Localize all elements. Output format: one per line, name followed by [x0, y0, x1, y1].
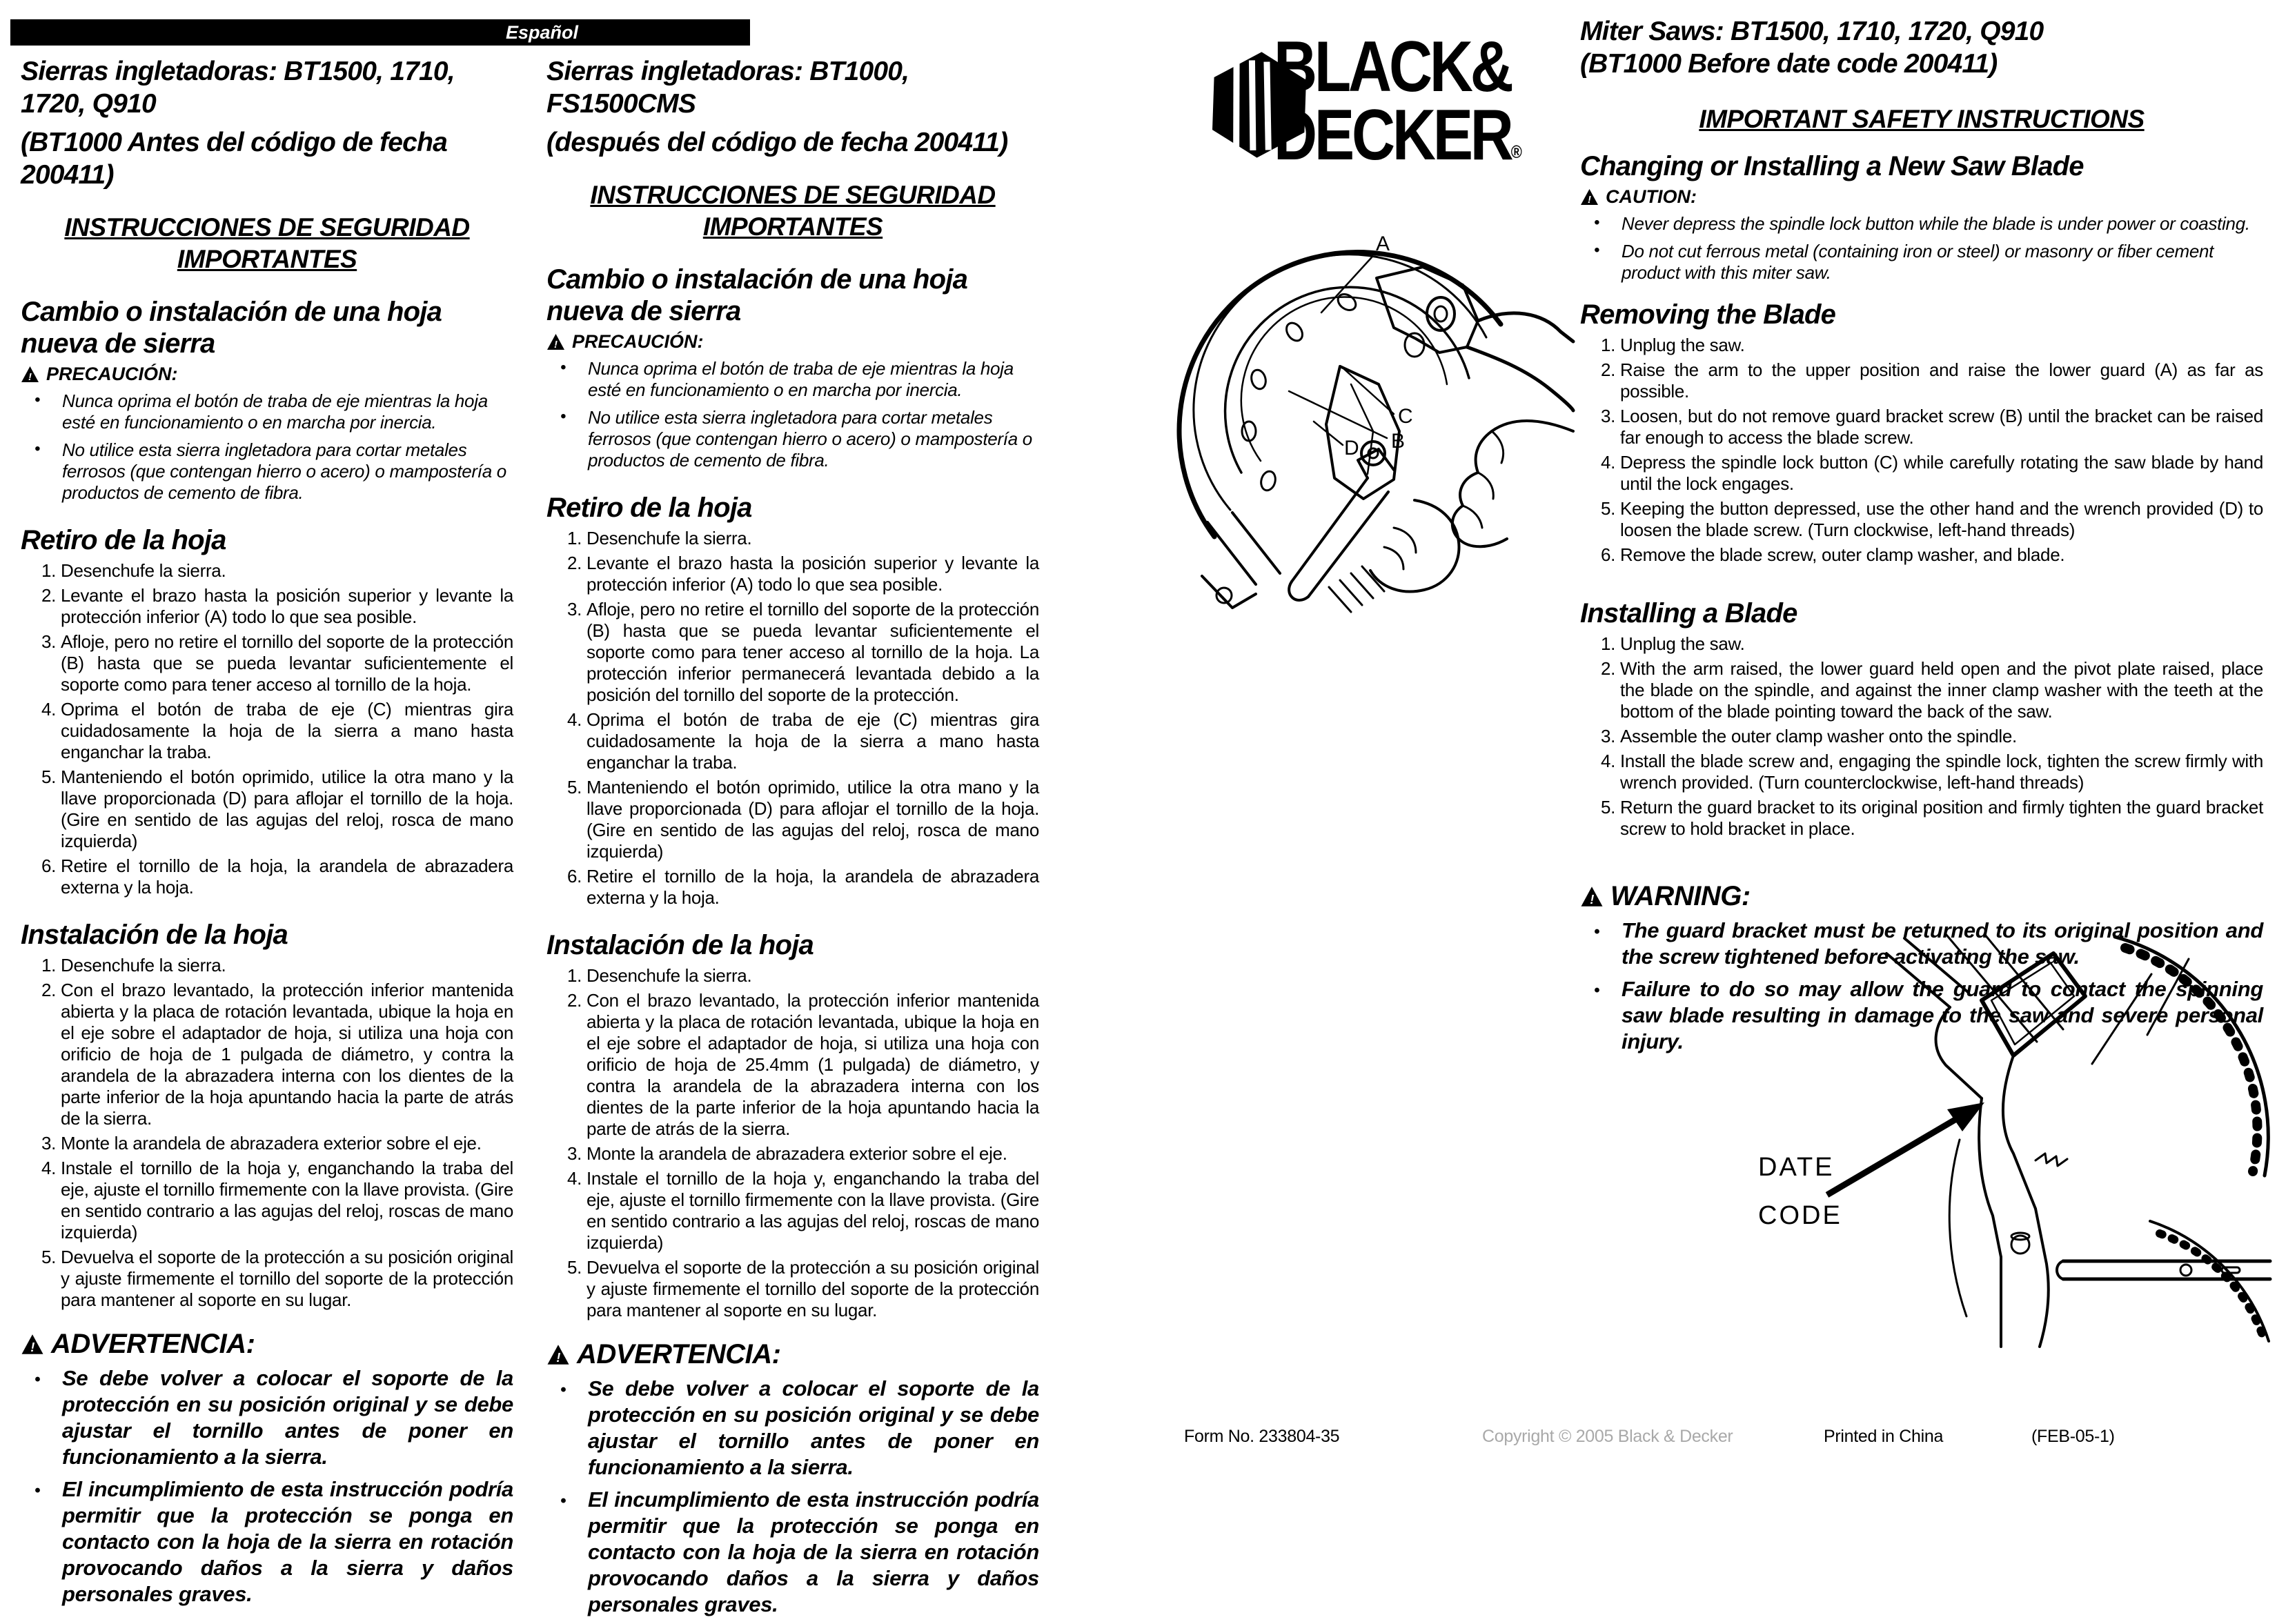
column-subtitle: (después del código de fecha 200411) — [546, 128, 1008, 157]
list-item: • Nunca oprima el botón de traba de eje mientras la hoja esté en funcionamiento o en marcha por inercia. — [62, 390, 513, 433]
svg-text:!: ! — [1590, 892, 1594, 907]
list-item: 1. Desenchufe la sierra. — [61, 560, 513, 582]
spanish-column-bt1000 — [546, 55, 1039, 1624]
change-blade-heading: Changing or Installing a New Saw Blade — [1580, 151, 2084, 181]
warning-label-row — [546, 1339, 1039, 1370]
warning-label: ADVERTENCIA: — [577, 1339, 781, 1369]
svg-text:!: ! — [30, 1340, 34, 1355]
list-item: • Failure to do so may allow the guard to contact the spinning saw blade resulting in damage to the saw and severe personal injury. — [1621, 976, 2263, 1055]
list-item: 1. Unplug the saw. — [1620, 633, 2263, 655]
svg-text:!: ! — [556, 1350, 560, 1365]
printed-in-text: Printed in China — [1824, 1427, 1944, 1446]
warning-icon — [1580, 886, 1604, 907]
caution-list — [1580, 213, 2263, 284]
install-heading: Installing a Blade — [1580, 598, 1797, 628]
date-code-diagram — [1739, 933, 2277, 1352]
warning-list — [546, 1376, 1039, 1618]
column-title: Sierras ingletadoras: BT1000, FS1500CMS — [546, 57, 909, 119]
list-item: 4. Oprima el botón de traba de eje (C) mientras gira cuidadosamente la hoja de la sierra a mano hasta enganchar la traba. — [586, 709, 1039, 773]
warning-icon — [1580, 188, 1599, 206]
list-item: 5. Return the guard bracket to its original position and firmly tighten the guard bracket screw to hold bracket in place. — [1620, 797, 2263, 840]
callout-label-b: B — [1391, 430, 1406, 453]
warning-icon — [21, 1334, 44, 1355]
list-item: 4. Instale el tornillo de la hoja y, enganchando la traba del eje, ajuste el tornillo firmemente con la llave provista. (Gire en sentido contrario a las agujas del reloj, roscas de mano izquierda) — [61, 1158, 513, 1243]
list-item: 5. Manteniendo el botón oprimido, utilice la otra mano y la llave proporcionada (D) para aflojar el tornillo de la hoja. (Gire en sentido de las agujas del reloj, rosca de mano izquierda) — [61, 766, 513, 852]
warning-label: ADVERTENCIA: — [51, 1329, 255, 1359]
install-heading: Instalación de la hoja — [21, 920, 288, 950]
list-item: • No utilice esta sierra ingletadora para cortar metales ferrosos (que contengan hierro o acero) o mampostería o productos de cemento de fibra. — [588, 407, 1039, 471]
removal-steps — [21, 560, 513, 898]
saw-line-art — [1166, 204, 1573, 631]
list-item: • Do not cut ferrous metal (containing iron or steel) or masonry or fiber cement product with this miter saw. — [1621, 241, 2263, 284]
removal-steps — [546, 528, 1039, 909]
blade-change-diagram — [1166, 204, 1573, 631]
column-title: Miter Saws: BT1500, 1710, 1720, Q910 (BT1000 Before date code 200411) — [1580, 17, 2044, 79]
warning-label-row — [21, 1329, 513, 1360]
list-item: 1. Desenchufe la sierra. — [586, 528, 1039, 549]
print-date-code: (FEB-05-1) — [2031, 1427, 2115, 1446]
caution-list — [21, 390, 513, 504]
date-code-line-art — [1739, 933, 2277, 1352]
list-item: 1. Desenchufe la sierra. — [586, 965, 1039, 987]
safety-heading: INSTRUCCIONES DE SEGURIDAD IMPORTANTES — [64, 213, 470, 273]
warning-label-row — [1580, 881, 2263, 912]
english-column — [1580, 15, 2263, 1061]
date-code-label-line1: DATE — [1758, 1153, 1835, 1182]
install-heading: Instalación de la hoja — [546, 930, 814, 960]
callout-label-d: D — [1344, 437, 1359, 459]
list-item: 3. Afloje, pero no retire el tornillo del soporte de la protección (B) hasta que se pueda levantar suficientemente el soporte como para tener acceso al tornillo de la hoja. La protección inferior permanecerá levantada debido a la posición del tornillo del soporte de la protección. — [586, 599, 1039, 706]
list-item: • El incumplimiento de esta instrucción podría permitir que la protección se ponga en contacto con la hoja de la sierra en rotación provocando daños a la sierra y daños personales graves. — [62, 1476, 513, 1607]
caution-label: CAUTION: — [1606, 186, 1697, 207]
brand-wordmark: BLACK& DECKER® — [1274, 27, 1522, 175]
list-item: 6. Remove the blade screw, outer clamp washer, and blade. — [1620, 544, 2263, 566]
svg-text:!: ! — [554, 339, 558, 350]
list-item: 4. Depress the spindle lock button (C) while carefully rotating the saw blade by hand until the lock engages. — [1620, 452, 2263, 495]
removal-heading: Removing the Blade — [1580, 299, 1836, 330]
list-item: 3. Monte la arandela de abrazadera exterior sobre el eje. — [586, 1143, 1039, 1165]
list-item: 2. Levante el brazo hasta la posición superior y levante la protección inferior (A) todo lo que sea posible. — [586, 553, 1039, 595]
registered-mark: ® — [1510, 141, 1522, 162]
list-item: 3. Afloje, pero no retire el tornillo del soporte de la protección (B) hasta que se pueda levantar suficientemente el soporte como para tener acceso al tornillo de la hoja. — [61, 631, 513, 695]
list-item: 3. Monte la arandela de abrazadera exterior sobre el eje. — [61, 1133, 513, 1154]
callout-label-a: A — [1376, 232, 1390, 255]
caution-label-row — [1580, 186, 2263, 208]
caution-label-row — [21, 364, 513, 385]
change-blade-heading: Cambio o instalación de una hoja nueva de sierra — [546, 264, 968, 326]
date-code-label-line2: CODE — [1758, 1201, 1842, 1230]
warning-label: WARNING: — [1610, 881, 1751, 911]
warning-icon — [21, 366, 39, 383]
svg-text:!: ! — [28, 371, 32, 383]
column-title: Sierras ingletadoras: BT1500, 1710, 1720, Q910 — [21, 57, 455, 119]
list-item: 5. Keeping the button depressed, use the other hand and the wrench provided (D) to loosen the blade screw. (Turn clockwise, left-hand threads) — [1620, 498, 2263, 541]
list-item: 5. Devuelva el soporte de la protección a su posición original y ajuste firmemente el tornillo del soporte de la protección para mantener al soporte en su lugar. — [61, 1247, 513, 1311]
list-item: 2. Raise the arm to the upper position and raise the lower guard (A) as far as possible. — [1620, 359, 2263, 402]
warning-icon — [546, 1344, 570, 1365]
list-item: 5. Devuelva el soporte de la protección a su posición original y ajuste firmemente el tornillo del soporte de la protección para mantener al soporte en su lugar. — [586, 1257, 1039, 1321]
list-item: 3. Assemble the outer clamp washer onto the spindle. — [1620, 726, 2263, 747]
list-item: • Never depress the spindle lock button while the blade is under power or coasting. — [1621, 213, 2263, 235]
list-item: 4. Oprima el botón de traba de eje (C) mientras gira cuidadosamente la hoja de la sierra a mano hasta enganchar la traba. — [61, 699, 513, 763]
list-item: • No utilice esta sierra ingletadora para cortar metales ferrosos (que contengan hierro o acero) o mampostería o productos de cemento de fibra. — [62, 439, 513, 504]
list-item: 2. Con el brazo levantado, la protección inferior mantenida abierta y la placa de rotación levantada, ubique la hoja en el eje sobre el adaptador de hoja, si utiliza una hoja con orificio de hoja de 1 pulgada de diámetro, y contra la arandela de la abrazadera interna con los dientes de la parte inferior de la hoja apuntando hacia la parte de atrás de la sierra. — [61, 980, 513, 1129]
black-and-decker-logo — [1199, 27, 1575, 205]
list-item: 2. With the arm raised, the lower guard held open and the pivot plate raised, place the blade on the spindle, and against the inner clamp washer with the teeth at the bottom of the blade pointing toward the back of the saw. — [1620, 658, 2263, 722]
list-item: 3. Loosen, but do not remove guard bracket screw (B) until the bracket can be raised far enough to access the blade screw. — [1620, 406, 2263, 448]
warning-icon — [546, 333, 565, 350]
language-bar — [10, 19, 750, 46]
spanish-column-bt1500 — [21, 55, 513, 1614]
list-item: 5. Manteniendo el botón oprimido, utilice la otra mano y la llave proporcionada (D) para aflojar el tornillo de la hoja. (Gire en sentido de las agujas del reloj, rosca de mano izquierda) — [586, 777, 1039, 862]
language-label: Español — [506, 22, 579, 43]
copyright-text: Copyright © 2005 Black & Decker — [1482, 1427, 1733, 1446]
callout-label-c: C — [1398, 405, 1413, 428]
svg-text:!: ! — [1588, 194, 1591, 206]
list-item: 6. Retire el tornillo de la hoja, la arandela de abrazadera externa y la hoja. — [61, 855, 513, 898]
install-steps — [21, 955, 513, 1311]
install-steps — [546, 965, 1039, 1321]
removal-steps — [1580, 335, 2263, 566]
date-code-arrow — [1827, 1102, 1984, 1195]
removal-heading: Retiro de la hoja — [21, 525, 226, 555]
safety-heading: INSTRUCCIONES DE SEGURIDAD IMPORTANTES — [590, 181, 996, 241]
change-blade-heading: Cambio o instalación de una hoja nueva de sierra — [21, 297, 442, 359]
list-item: • The guard bracket must be returned to its original position and the screw tightened before activating the saw. — [1621, 918, 2263, 970]
list-item: 4. Install the blade screw and, engaging the spindle lock, tighten the screw firmly with wrench provided. (Turn counterclockwise, left-hand threads) — [1620, 751, 2263, 793]
caution-label-row — [546, 331, 1039, 353]
list-item: 1. Desenchufe la sierra. — [61, 955, 513, 976]
caution-label: PRECAUCIÓN: — [572, 331, 704, 352]
caution-label: PRECAUCIÓN: — [46, 364, 178, 384]
list-item: 6. Retire el tornillo de la hoja, la arandela de abrazadera externa y la hoja. — [586, 866, 1039, 909]
list-item: 1. Unplug the saw. — [1620, 335, 2263, 356]
caution-list — [546, 358, 1039, 471]
list-item: • Nunca oprima el botón de traba de eje mientras la hoja esté en funcionamiento o en marcha por inercia. — [588, 358, 1039, 401]
list-item: • Se debe volver a colocar el soporte de la protección en su posición original y se debe ajustar el tornillo antes de poner en funcionamiento a la sierra. — [588, 1376, 1039, 1481]
form-number: Form No. 233804-35 — [1184, 1427, 1340, 1446]
list-item: 4. Instale el tornillo de la hoja y, enganchando la traba del eje, ajuste el tornillo firmemente con la llave provista. (Gire en sentido contrario a las agujas del reloj, roscas de mano izquierda) — [586, 1168, 1039, 1254]
safety-heading: IMPORTANT SAFETY INSTRUCTIONS — [1699, 105, 2145, 133]
list-item: 2. Con el brazo levantado, la protección inferior mantenida abierta y la placa de rotación levantada, ubique la hoja en el eje sobre el adaptador de hoja, si utiliza una hoja con orificio de hoja de 25.4mm (1 pulgada) de diámetro, y contra la arandela de la abrazadera interna con los dientes de la parte inferior de la hoja apuntando hacia la parte de atrás de la sierra. — [586, 990, 1039, 1140]
column-subtitle: (BT1000 Antes del código de fecha 200411) — [21, 128, 447, 190]
list-item: • Se debe volver a colocar el soporte de la protección en su posición original y se debe ajustar el tornillo antes de poner en funcionamiento a la sierra. — [62, 1365, 513, 1470]
install-steps — [1580, 633, 2263, 840]
list-item: 2. Levante el brazo hasta la posición superior y levante la protección inferior (A) todo lo que sea posible. — [61, 585, 513, 628]
warning-list — [21, 1365, 513, 1607]
removal-heading: Retiro de la hoja — [546, 493, 752, 523]
list-item: • El incumplimiento de esta instrucción podría permitir que la protección se ponga en contacto con la hoja de la sierra en rotación provocando daños a la sierra y daños personales graves. — [588, 1487, 1039, 1618]
